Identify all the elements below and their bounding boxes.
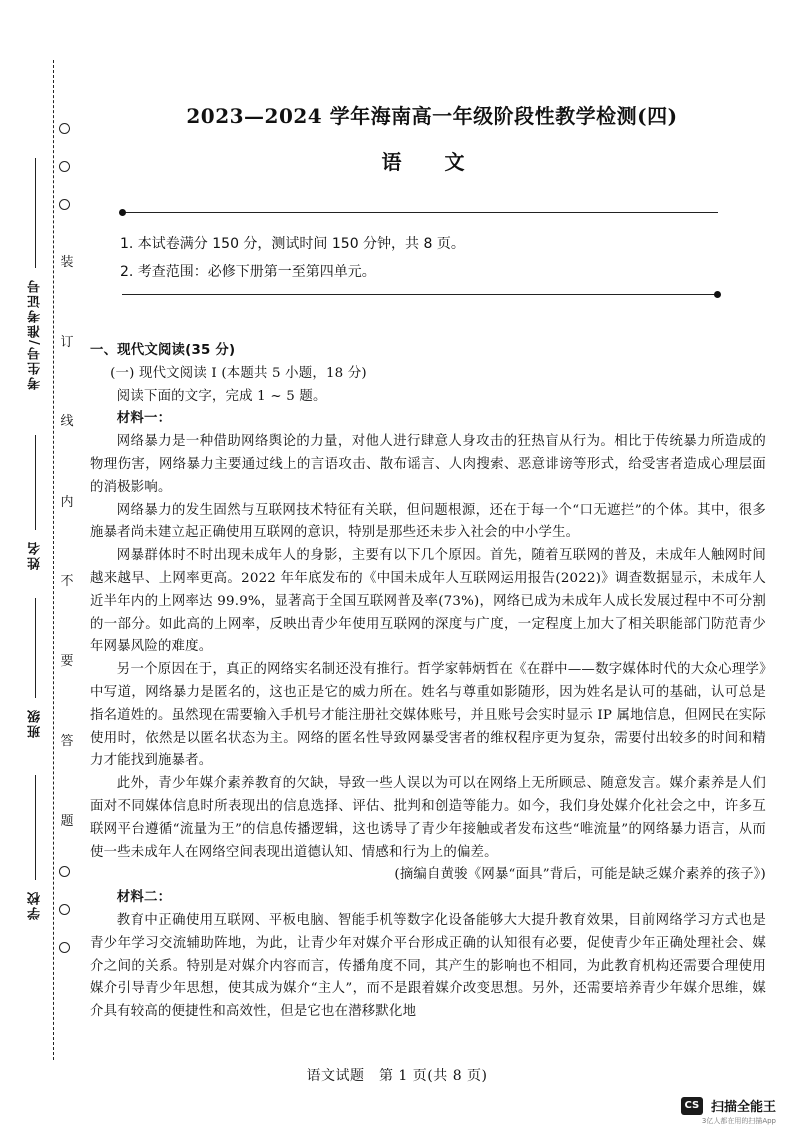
binding-hole-icon [59,123,70,134]
bottom-rule [122,294,718,295]
rule-dot-icon [714,291,721,298]
paragraph: 网络暴力的发生固然与互联网技术特征有关联，但问题根源，还在于每一个“口无遮拦”的个体。其中，很多施暴者尚未建立起正确使用互联网的意识，特别是那些还未步入社会的中小学生。 [90,502,766,541]
subject-title: 语 文 [381,150,483,174]
binding-hole-icon [59,866,70,877]
name-label: 姓名 [28,540,43,570]
note-item: 1. 本试卷满分 150 分，测试时间 150 分钟，共 8 页。 [120,236,465,252]
seal-char: 不 [60,574,74,589]
material1-source: (摘编自黄骏《网暴“面具”背后，可能是缺乏媒介素养的孩子》) [394,867,766,883]
exam-notes [120,230,465,286]
paragraph: 网暴群体时不时出现未成年人的身影，主要有以下几个原因。首先，随着互联网的普及，未成年人触网时间越来越早、上网率更高。2022 年年底发布的《中国未成年人互联网运用报告(2022)》调查数据显示，未成年人近半年内的上网率达 99.9%，显著高于全国互联网普及率(73%)，网络已成为未成年人成长发展过程中不可分割的一部分。如此高的上网率，反映出青少年使用互联网的深度与广度，一定程度上加大了相关职能部门防范青少年网暴风险的难度。 [90,548,766,655]
scanner-name: 扫描全能王 [710,1100,776,1115]
paragraph: 另一个原因在于，真正的网络实名制还没有推行。哲学家韩炳哲在《在群中——数字媒体时代的大众心理学》中写道，网络暴力是匿名的，这也正是它的威力所在。姓名与尊重如影随形，因为姓名是认可的基础，认可总是指名道姓的。虽然现在需要输入手机号才能注册社交媒体账号，并且账号会实时显示 IP 属地信息，但网民在实际使用时，依然是以匿名状态为主。网络的匿名性导致网暴受害者的维权程序更为复杂，需要付出较多的时间和精力才能找到施暴者。 [90,662,766,769]
class-line [35,598,36,698]
rule-dot-icon [119,209,126,216]
scanner-tagline: 3亿人都在用的扫描App [701,1117,776,1125]
paragraph: 教育中正确使用互联网、平板电脑、智能手机等数字化设备能够大大提升教育效果，目前网络学习方式也是青少年学习交流辅助阵地，为此，让青少年对媒介平台形成正确的认知很有必要，促使青少年正确处理社会、媒介之间的关系。特别是对媒介内容而言，传播角度不同，其产生的影响也不相同，为此教育机构还需要合理使用媒介引导青少年思想，使其成为媒介“主人”，而不是跟着媒介改变思想。另外，还需要培养青少年媒介思维，媒介具有较高的便捷性和高效性，但是它也在潜移默化地 [90,912,766,1020]
top-rule [122,212,718,213]
paragraph: 网络暴力是一种借助网络舆论的力量，对他人进行肆意人身攻击的狂热盲从行为。相比于传统暴力所造成的物理伤害，网络暴力主要通过线上的言语攻击、散布谣言、人肉搜索、恶意诽谤等形式，给受害者造成心理层面的消极影响。 [90,434,766,495]
exam-title: 2023—2024 学年海南高一年级阶段性教学检测(四) [186,104,678,128]
seal-char: 题 [60,814,74,829]
class-label: 班级 [28,708,43,738]
seal-char: 内 [60,495,74,510]
binding-hole-icon [59,161,70,172]
instruction: 阅读下面的文字，完成 1 ~ 5 题。 [116,388,327,404]
page-footer: 语文试题 第 1 页(共 8 页) [306,1068,488,1084]
binding-dashed-line [53,60,54,1060]
binding-hole-icon [59,904,70,915]
note-item: 2. 考查范围：必修下册第一至第四单元。 [120,264,376,280]
seal-char: 答 [60,734,74,749]
seal-char: 订 [60,335,74,350]
exam-id-line [35,158,36,268]
paragraph: 此外，青少年媒介素养教育的欠缺，导致一些人误以为可以在网络上无所顾忌、随意发言。媒介素养是人们面对不同媒体信息时所表现出的信息选择、评估、批判和创造等能力。如今，我们身处媒介化社会之中，许多互联网平台遵循“流量为王”的信息传播逻辑，这也诱导了青少年接触或者发布这些“唯流量”的网络暴力语言，从而使一些未成年人在网络空间表现出道德认知、情感和行为上的偏差。 [90,776,766,860]
school-line [35,775,36,880]
binding-hole-icon [59,199,70,210]
binding-hole-icon [59,942,70,953]
material1-label: 材料一： [116,411,172,427]
school-label: 学校 [28,890,43,920]
binding-margin [0,0,95,1124]
exam-id-label: 考生号/准考证号 [28,278,43,390]
reading-section [90,340,766,1024]
scanner-logo-icon: CS [681,1097,703,1115]
name-line [35,435,36,530]
seal-char: 要 [60,654,74,669]
section-heading: 一、现代文阅读(35 分) [90,343,236,358]
seal-char: 装 [60,255,74,270]
seal-char: 线 [60,414,74,429]
material2-label: 材料二： [116,890,172,906]
scanner-watermark [681,1095,776,1126]
sub-heading: (一) 现代文阅读 I (本题共 5 小题，18 分) [110,365,367,381]
